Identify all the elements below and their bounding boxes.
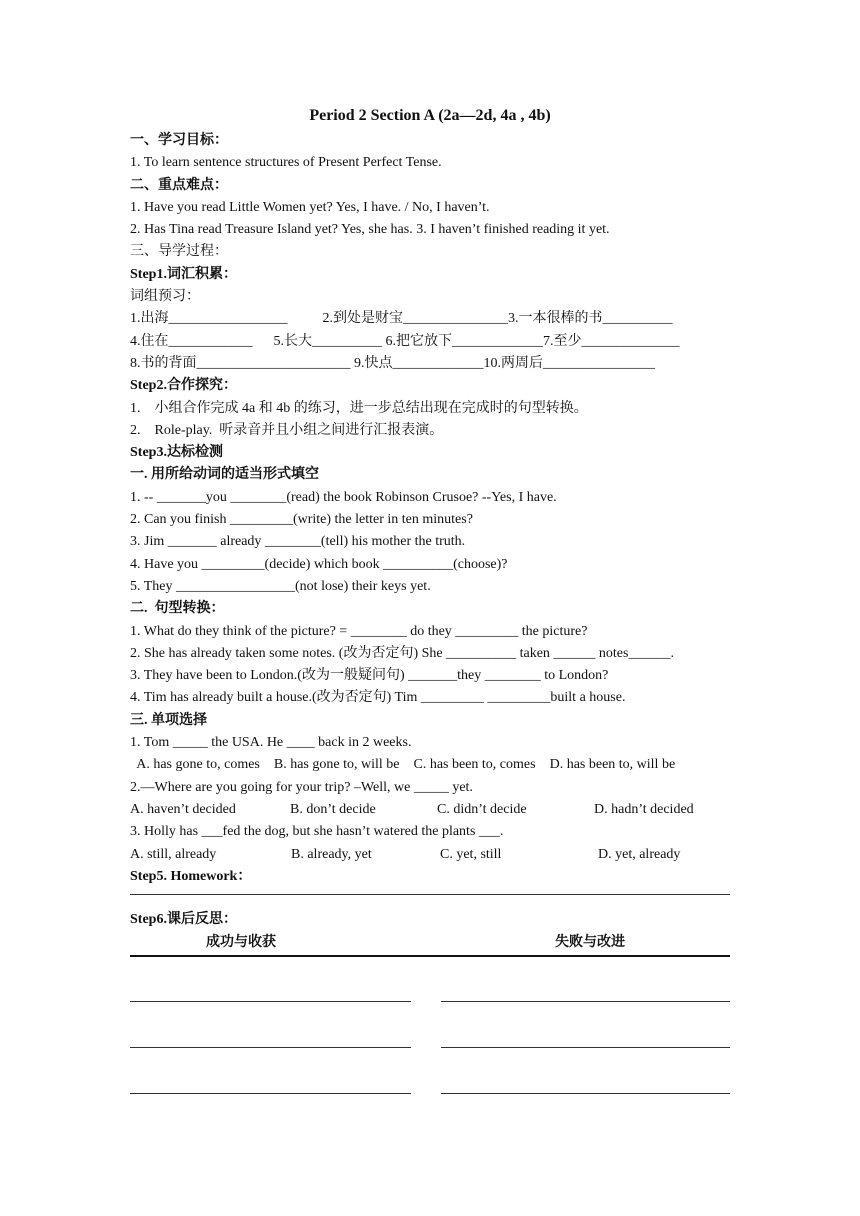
step2-item: 2. Role-play. 听录音并且小组之间进行汇报表演。: [130, 422, 444, 438]
worksheet: [130, 104, 730, 1129]
reflection-col-left: 成功与收获: [206, 935, 276, 951]
vocab-row: 4.住在____________ 5.长大__________ 6.把它放下_____________7.至少______________: [130, 333, 680, 349]
transform-item: 1. What do they think of the picture? = ________ do they _________ the picture?: [130, 623, 588, 639]
option: B. don’t decide: [290, 801, 376, 817]
part3-heading: 三. 单项选择: [130, 712, 207, 728]
option: C. has been to, comes: [399, 757, 536, 773]
fill-item: 5. They _________________(not lose) their keys yet.: [130, 578, 431, 594]
part1-heading: 一. 用所给动词的适当形式填空: [130, 467, 319, 483]
choice-question: 2.—Where are you going for your trip? –Well, we _____ yet.: [130, 779, 473, 795]
keypoint-item: 1. Have you read Little Women yet? Yes, I have. / No, I haven’t.: [130, 199, 490, 215]
process-heading: 三、导学过程：: [130, 244, 228, 260]
option: D. yet, already: [598, 846, 681, 862]
reflection-col-right: 失败与改进: [555, 935, 625, 951]
reflection-line-left[interactable]: [130, 1083, 411, 1094]
reflection-line-right[interactable]: [441, 1037, 730, 1048]
choice-question: 3. Holly has ___fed the dog, but she hasn’t watered the plants ___.: [130, 824, 504, 840]
step3-heading: Step3.达标检测: [130, 445, 223, 461]
goals-heading: 一、学习目标：: [130, 133, 228, 148]
option: B. has gone to, will be: [259, 757, 400, 773]
reflection-line-right[interactable]: [441, 1083, 730, 1094]
step1-heading: Step1.词汇积累：: [130, 266, 237, 282]
option: B. already, yet: [291, 846, 372, 862]
option: C. didn’t decide: [437, 801, 527, 817]
step1-sub: 词组预习：: [130, 289, 200, 305]
page-title: Period 2 Section A (2a—2d, 4a , 4b): [309, 107, 551, 124]
reflection-line-left[interactable]: [130, 991, 411, 1002]
choice-options: [130, 754, 730, 776]
reflection-line-left[interactable]: [130, 1037, 411, 1048]
choice-options: [130, 844, 730, 866]
part2-heading: 二. 句型转换：: [130, 601, 225, 617]
step5-heading: Step5. Homework：: [130, 868, 252, 884]
goal-item: 1. To learn sentence structures of Present Perfect Tense.: [130, 155, 442, 171]
fill-item: 4. Have you _________(decide) which book __________(choose)?: [130, 556, 508, 572]
reflection-row: [130, 991, 730, 1037]
choice-options: [130, 799, 730, 821]
reflection-row: [130, 1037, 730, 1083]
reflection-row: [130, 1083, 730, 1129]
option: C. yet, still: [440, 846, 502, 862]
step2-item: 1. 小组合作完成 4a 和 4b 的练习，进一步总结出现在完成时的句型转换。: [130, 400, 588, 416]
fill-item: 2. Can you finish _________(write) the letter in ten minutes?: [130, 512, 473, 528]
keypoint-item: 2. Has Tina read Treasure Island yet? Yes, she has. 3. I haven’t finished reading it yet.: [130, 222, 610, 238]
transform-item: 3. They have been to London.(改为一般疑问句) _______they ________ to London?: [130, 668, 609, 684]
reflection-rows: [130, 991, 730, 1129]
keypoints-heading: 二、重点难点：: [130, 177, 228, 193]
fill-item: 3. Jim _______ already ________(tell) his mother the truth.: [130, 534, 466, 550]
option: A. still, already: [130, 846, 217, 862]
reflection-line-right[interactable]: [441, 991, 730, 1002]
reflection-header: [130, 931, 730, 957]
option: A. haven’t decided: [130, 801, 236, 817]
transform-item: 2. She has already taken some notes. (改为否定句) She __________ taken ______ notes______.: [130, 645, 674, 661]
homework-line[interactable]: [130, 888, 730, 895]
step6-heading: Step6.课后反思：: [130, 912, 237, 928]
vocab-row: 1.出海_________________ 2.到处是财宝_______________3.一本很棒的书__________: [130, 311, 673, 327]
option: D. hadn’t decided: [594, 801, 694, 817]
choice-question: 1. Tom _____ the USA. He ____ back in 2 weeks.: [130, 735, 412, 751]
option: D. has been to, will be: [535, 757, 676, 773]
step2-heading: Step2.合作探究：: [130, 378, 237, 394]
option: A. has gone to, comes: [130, 757, 260, 773]
transform-item: 4. Tim has already built a house.(改为否定句) Tim _________ _________built a house.: [130, 690, 626, 706]
vocab-row: 8.书的背面______________________ 9.快点_____________10.两周后________________: [130, 355, 655, 371]
fill-item: 1. -- _______you ________(read) the book Robinson Crusoe? --Yes, I have.: [130, 489, 557, 505]
